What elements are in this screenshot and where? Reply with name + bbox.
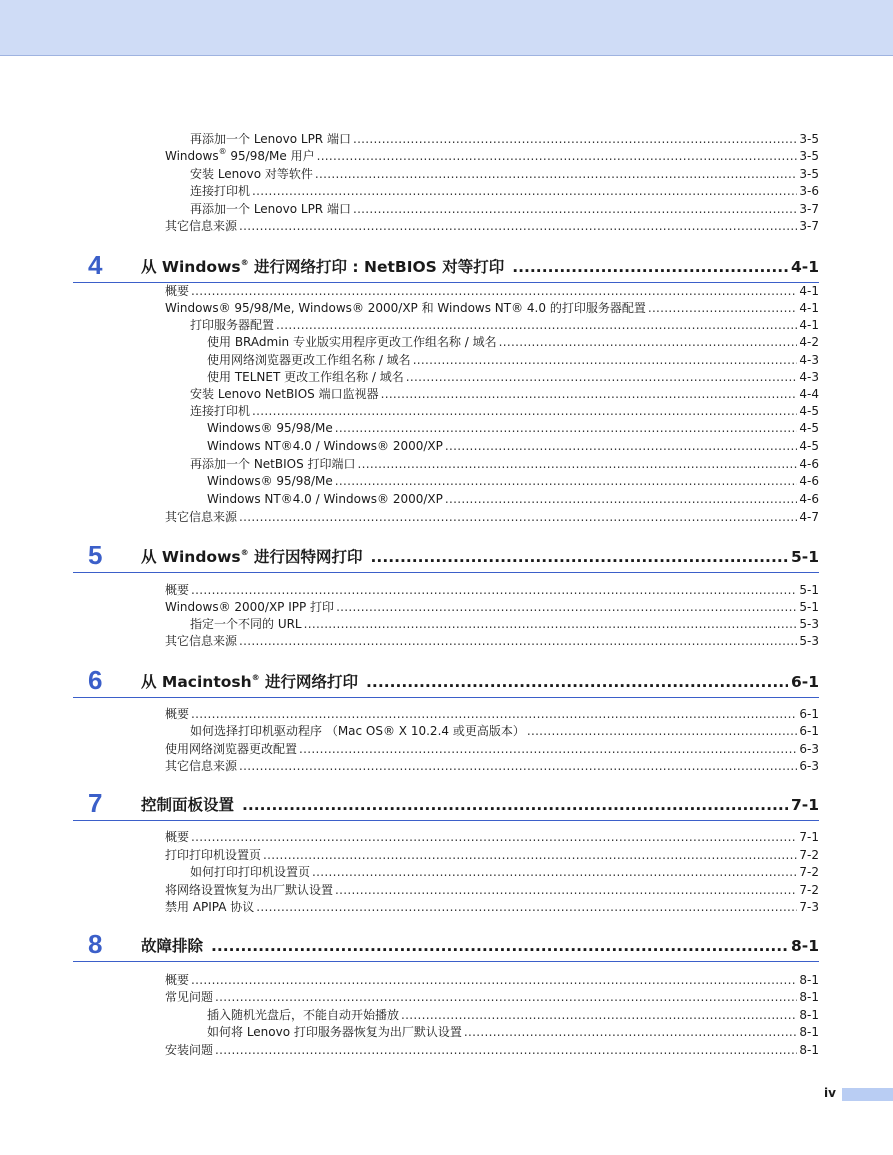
toc-entry[interactable] [0, 507, 819, 524]
chapter-number: 4 [88, 250, 103, 280]
toc-entry[interactable] [0, 1022, 819, 1039]
toc-entry[interactable] [0, 580, 819, 597]
toc-entry-label: 再添加一个 Lenovo LPR 端口 [190, 132, 351, 146]
toc-entry-label: 概要 [165, 707, 190, 721]
leader-dots [239, 634, 797, 648]
leader-dots [335, 474, 798, 488]
toc-entry[interactable] [0, 401, 819, 418]
toc-entry-label: 其它信息来源 [165, 510, 238, 524]
toc-entry-label: 打印打印机设置页 [165, 848, 262, 862]
toc-entry[interactable] [0, 164, 819, 181]
toc-entry-page: 3-6 [799, 184, 819, 198]
toc-entry-page: 8-1 [799, 990, 819, 1004]
toc-entry-label: 概要 [165, 830, 190, 844]
toc-entry-label: 再添加一个 Lenovo LPR 端口 [190, 202, 351, 216]
leader-dots [401, 1008, 797, 1022]
toc-entry-label: 再添加一个 NetBIOS 打印端口 [190, 457, 356, 471]
toc-entry[interactable] [0, 454, 819, 471]
chapter-heading-5[interactable] [73, 540, 819, 573]
toc-entry-page: 3-7 [799, 202, 819, 216]
leader-dots [445, 439, 798, 453]
toc-entry-page: 4-3 [799, 353, 819, 367]
leader-dots [276, 318, 797, 332]
toc-entry-page: 4-1 [799, 318, 819, 332]
leader-dots [335, 421, 798, 435]
toc-entry-label: 其它信息来源 [165, 634, 238, 648]
chapter-title: 从 Macintosh® 进行网络打印 [141, 672, 359, 691]
leader-dots [252, 184, 797, 198]
leader-dots [353, 202, 797, 216]
toc-entry-page: 7-2 [799, 883, 819, 897]
leader-dots [256, 900, 797, 914]
leader-dots [464, 1025, 798, 1039]
toc-entry-label: 使用网络浏览器更改工作组名称 / 域名 [207, 353, 411, 367]
toc-entry-page: 5-3 [799, 617, 819, 631]
toc-entry-page: 8-1 [799, 1025, 819, 1039]
leader-dots [263, 848, 797, 862]
toc-entry-page: 3-5 [799, 132, 819, 146]
toc-entry-page: 6-1 [799, 707, 819, 721]
toc-entry[interactable] [0, 181, 819, 198]
toc-entry-label: 插入随机光盘后，不能自动开始播放 [207, 1008, 400, 1022]
toc-entry[interactable] [0, 384, 819, 401]
toc-entry-page: 7-1 [799, 830, 819, 844]
leader-dots [381, 387, 798, 401]
leader-dots [648, 301, 798, 315]
chapter-title: 从 Windows® 进行因特网打印 [141, 547, 363, 566]
toc-entry-label: 禁用 APIPA 协议 [165, 900, 255, 914]
leader-dots [191, 830, 797, 844]
toc-entry[interactable] [0, 597, 819, 614]
toc-entry-page: 4-6 [799, 457, 819, 471]
toc-entry[interactable] [0, 880, 819, 897]
toc-entry[interactable] [0, 367, 819, 384]
leader-dots [191, 973, 797, 987]
toc-entry-page: 8-1 [799, 1008, 819, 1022]
chapter-heading-7[interactable] [73, 788, 819, 821]
leader-dots [366, 673, 788, 691]
toc-entry[interactable] [0, 298, 819, 315]
toc-entry[interactable] [0, 436, 819, 453]
toc-entry[interactable] [0, 631, 819, 648]
toc-entry-label: Windows® 2000/XP IPP 打印 [165, 600, 335, 614]
chapter-number: 7 [88, 788, 103, 818]
toc-entry-label: 使用 TELNET 更改工作组名称 / 域名 [207, 370, 404, 384]
top-banner [0, 0, 893, 56]
chapter-page: 4-1 [790, 258, 819, 276]
chapter-page: 7-1 [790, 796, 819, 814]
toc-entry-label: 概要 [165, 583, 190, 597]
toc-entry-page: 5-1 [799, 583, 819, 597]
toc-entry[interactable] [0, 350, 819, 367]
toc-entry-label: Windows® 95/98/Me [207, 421, 333, 435]
toc-entry[interactable] [0, 987, 819, 1004]
leader-dots [211, 937, 788, 955]
leader-dots [215, 1043, 797, 1057]
toc-entry[interactable] [0, 216, 819, 233]
toc-entry[interactable] [0, 1040, 819, 1057]
toc-entry-page: 7-2 [799, 848, 819, 862]
leader-dots [336, 600, 797, 614]
leader-dots [299, 742, 797, 756]
leader-dots [406, 370, 798, 384]
footer-tab [842, 1088, 893, 1101]
leader-dots [304, 617, 798, 631]
chapter-page: 6-1 [790, 673, 819, 691]
leader-dots [371, 548, 788, 566]
chapter-heading-8[interactable] [73, 929, 819, 962]
toc-entry-label: 如何打印打印机设置页 [190, 865, 311, 879]
chapter-heading-4[interactable] [73, 250, 819, 283]
leader-dots [239, 759, 797, 773]
toc-entry-page: 3-5 [799, 149, 819, 163]
page-number: iv [824, 1086, 836, 1100]
toc-entry-label: 使用网络浏览器更改配置 [165, 742, 298, 756]
toc-entry-label: Windows® 95/98/Me 用户 [165, 147, 315, 163]
toc-entry-label: Windows NT®4.0 / Windows® 2000/XP [207, 492, 443, 506]
toc-entry[interactable] [0, 827, 819, 844]
leader-dots [335, 883, 797, 897]
toc-entry-page: 4-3 [799, 370, 819, 384]
chapter-number: 6 [88, 665, 103, 695]
leader-dots [315, 167, 798, 181]
toc-entry-page: 4-6 [799, 492, 819, 506]
toc-entry-page: 4-5 [799, 439, 819, 453]
toc-entry[interactable] [0, 418, 819, 435]
toc-entry[interactable] [0, 739, 819, 756]
toc-entry-label: 连接打印机 [190, 184, 251, 198]
toc-entry-page: 8-1 [799, 1043, 819, 1057]
chapter-number: 8 [88, 929, 103, 959]
toc-entry-label: 概要 [165, 973, 190, 987]
leader-dots [445, 492, 798, 506]
toc-entry[interactable] [0, 970, 819, 987]
toc-entry[interactable] [0, 1005, 819, 1022]
toc-entry-page: 5-1 [799, 600, 819, 614]
leader-dots [191, 583, 797, 597]
toc-entry-label: 安装 Lenovo 对等软件 [190, 167, 313, 181]
toc-entry-page: 7-2 [799, 865, 819, 879]
toc-entry[interactable] [0, 146, 819, 163]
toc-entry-page: 6-3 [799, 742, 819, 756]
toc-entry[interactable] [0, 614, 819, 631]
leader-dots [242, 796, 788, 814]
toc-entry[interactable] [0, 489, 819, 506]
toc-entry[interactable] [0, 721, 819, 738]
toc-entry-label: 使用 BRAdmin 专业版实用程序更改工作组名称 / 域名 [207, 335, 497, 349]
leader-dots [317, 149, 798, 163]
leader-dots [252, 404, 797, 418]
toc-entry-page: 7-3 [799, 900, 819, 914]
leader-dots [353, 132, 797, 146]
toc-entry-label: 如何选择打印机驱动程序 （Mac OS® X 10.2.4 或更高版本） [190, 724, 525, 738]
leader-dots [358, 457, 798, 471]
toc-entry[interactable] [0, 471, 819, 488]
toc-entry-label: 安装 Lenovo NetBIOS 端口监视器 [190, 387, 379, 401]
toc-entry-label: 如何将 Lenovo 打印服务器恢复为出厂默认设置 [207, 1025, 462, 1039]
toc-entry-page: 4-7 [799, 510, 819, 524]
toc-entry-page: 3-7 [799, 219, 819, 233]
toc-entry[interactable] [0, 897, 819, 914]
toc-entry-page: 4-5 [799, 404, 819, 418]
leader-dots [312, 865, 797, 879]
toc-entry[interactable] [0, 332, 819, 349]
toc-entry-label: Windows NT®4.0 / Windows® 2000/XP [207, 439, 443, 453]
toc-entry-page: 4-6 [799, 474, 819, 488]
toc-entry[interactable] [0, 704, 819, 721]
toc-entry-page: 8-1 [799, 973, 819, 987]
chapter-title: 从 Windows® 进行网络打印 : NetBIOS 对等打印 [141, 257, 505, 276]
toc-entry-label: 其它信息来源 [165, 759, 238, 773]
toc-entry-page: 6-3 [799, 759, 819, 773]
toc-entry-label: 打印服务器配置 [190, 318, 275, 332]
toc-entry-label: Windows® 95/98/Me, Windows® 2000/XP 和 Windows NT® 4.0 的打印服务器配置 [165, 301, 646, 315]
toc-entry-label: 连接打印机 [190, 404, 251, 418]
toc-entry-label: Windows® 95/98/Me [207, 474, 333, 488]
leader-dots [215, 990, 797, 1004]
leader-dots [512, 258, 788, 276]
leader-dots [239, 510, 797, 524]
toc-entry-page: 3-5 [799, 167, 819, 181]
leader-dots [239, 219, 797, 233]
chapter-number: 5 [88, 540, 103, 570]
toc-entry-page: 4-1 [799, 284, 819, 298]
chapter-page: 5-1 [790, 548, 819, 566]
leader-dots [527, 724, 798, 738]
toc-entry[interactable] [0, 845, 819, 862]
toc-entry-label: 指定一个不同的 URL [190, 617, 302, 631]
toc-entry-label: 其它信息来源 [165, 219, 238, 233]
chapter-title: 控制面板设置 [141, 796, 235, 814]
toc-entry[interactable] [0, 862, 819, 879]
toc-entry[interactable] [0, 315, 819, 332]
toc-entry[interactable] [0, 281, 819, 298]
toc-entry-page: 4-4 [799, 387, 819, 401]
toc-entry-page: 5-3 [799, 634, 819, 648]
leader-dots [191, 284, 797, 298]
toc-entry[interactable] [0, 199, 819, 216]
toc-entry[interactable] [0, 129, 819, 146]
toc-entry-label: 安装问题 [165, 1043, 214, 1057]
chapter-heading-6[interactable] [73, 665, 819, 698]
leader-dots [499, 335, 798, 349]
toc-entry[interactable] [0, 756, 819, 773]
toc-entry-page: 4-5 [799, 421, 819, 435]
chapter-title: 故障排除 [141, 937, 204, 955]
leader-dots [413, 353, 798, 367]
toc-entry-page: 4-1 [799, 301, 819, 315]
toc-entry-page: 6-1 [799, 724, 819, 738]
chapter-page: 8-1 [790, 937, 819, 955]
leader-dots [191, 707, 797, 721]
toc-entry-label: 概要 [165, 284, 190, 298]
toc-entry-page: 4-2 [799, 335, 819, 349]
toc-entry-label: 将网络设置恢复为出厂默认设置 [165, 883, 334, 897]
toc-entry-label: 常见问题 [165, 990, 214, 1004]
